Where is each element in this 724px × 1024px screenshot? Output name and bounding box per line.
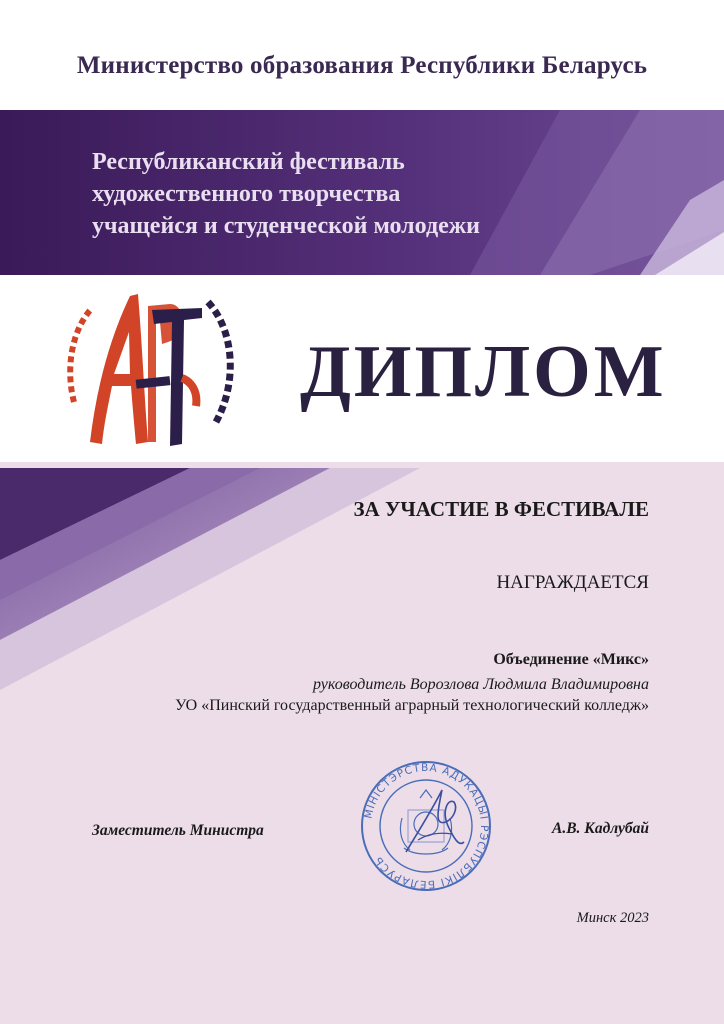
- festival-title: [92, 146, 612, 242]
- festival-title-line: Республиканский фестиваль: [92, 149, 405, 175]
- handwritten-signature: [398, 782, 470, 858]
- recipient-institution: УО «Пинский государственный аграрный технологический колледж»: [175, 697, 649, 714]
- ministry-header: Министерство образования Республики Беларусь: [76, 52, 648, 79]
- diploma-subtitle: ЗА УЧАСТИЕ В ФЕСТИВАЛЕ: [353, 497, 649, 521]
- awarded-label: НАГРАЖДАЕТСЯ: [496, 572, 649, 593]
- art-vakatsyi-festival-logo: [52, 282, 252, 462]
- festival-title-line: художественного творчества: [92, 181, 401, 207]
- signatory-title: Заместитель Министра: [92, 822, 264, 839]
- diploma-title: ДИПЛОМ: [300, 331, 667, 413]
- signatory-name: А.В. Кадлубай: [552, 820, 649, 837]
- recipient-leader: руководитель Ворозлова Людмила Владимировна: [312, 676, 649, 693]
- recipient-name: Объединение «Микс»: [493, 651, 649, 668]
- city-year: Минск 2023: [576, 910, 649, 926]
- festival-title-line: учащейся и студенческой молодежи: [92, 213, 480, 239]
- seal-text: МІНІСТЭРСТВА АДУКАЦЫІ РЭСПУБЛІКІ БЕЛАРУСЬ: [362, 761, 491, 891]
